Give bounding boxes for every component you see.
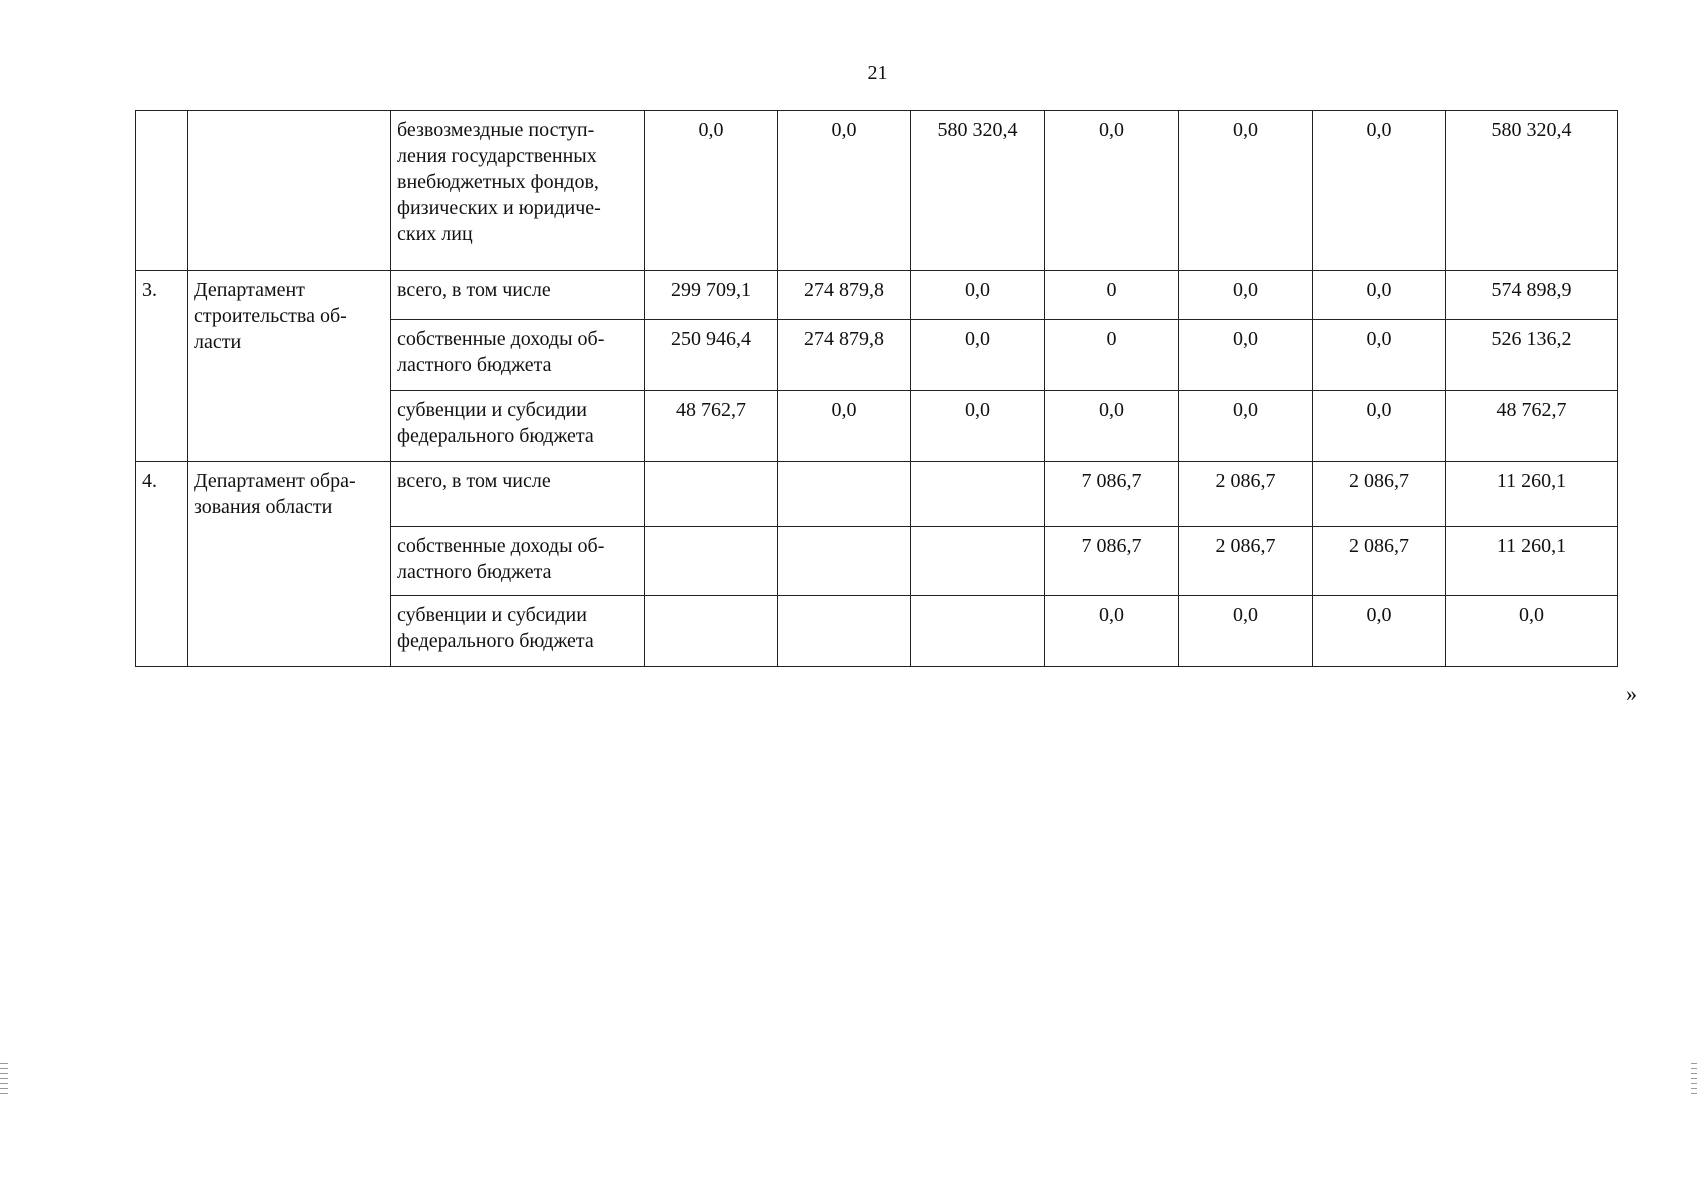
funding-source (391, 596, 645, 667)
funding-source (391, 527, 645, 596)
value-cell: 580 320,4 (911, 111, 1045, 271)
total-cell: 11 260,1 (1446, 527, 1618, 596)
value-cell (645, 596, 778, 667)
value-cell (911, 596, 1045, 667)
funding-source (391, 320, 645, 391)
total-cell: 526 136,2 (1446, 320, 1618, 391)
value-cell: 2 086,7 (1313, 462, 1446, 527)
value-cell (911, 462, 1045, 527)
value-cell: 0,0 (1313, 111, 1446, 271)
funding-source-label: субвенции и субсидии федерального бюджета (397, 604, 594, 652)
department-label: Департамент обра- зования области (194, 470, 356, 518)
funding-source (391, 111, 645, 271)
value-cell (778, 462, 911, 527)
scan-edge-marks-left (0, 1063, 8, 1095)
row-index: 3. (136, 271, 188, 462)
value-cell: 274 879,8 (778, 320, 911, 391)
value-cell: 0,0 (1179, 111, 1313, 271)
funding-source-label: собственные доходы об- ластного бюджета (397, 535, 605, 583)
value-cell: 2 086,7 (1179, 527, 1313, 596)
value-cell: 0,0 (911, 271, 1045, 320)
department-name (188, 271, 391, 462)
funding-source-label: собственные доходы об- ластного бюджета (397, 328, 605, 376)
value-cell: 0,0 (911, 320, 1045, 391)
value-cell (645, 527, 778, 596)
value-cell (645, 462, 778, 527)
department-label: Департамент строительства об- ласти (194, 279, 347, 353)
value-cell: 0,0 (778, 111, 911, 271)
funding-source-label: безвозмездные поступ- ления государственных внебюджетных фондов, физических и юридиче- ских лиц (397, 119, 601, 245)
value-cell: 0,0 (1045, 111, 1179, 271)
funding-source-label: субвенции и субсидии федерального бюджета (397, 399, 594, 447)
total-cell: 48 762,7 (1446, 391, 1618, 462)
value-cell (778, 596, 911, 667)
value-cell: 0,0 (1313, 320, 1446, 391)
value-cell: 2 086,7 (1179, 462, 1313, 527)
value-cell: 48 762,7 (645, 391, 778, 462)
funding-source: всего, в том числе (391, 462, 645, 527)
value-cell: 7 086,7 (1045, 462, 1179, 527)
table-row (136, 462, 1618, 527)
table-row (136, 271, 1618, 320)
budget-table (135, 110, 1618, 667)
value-cell: 0,0 (645, 111, 778, 271)
value-cell (778, 527, 911, 596)
total-cell: 0,0 (1446, 596, 1618, 667)
row-index (136, 111, 188, 271)
scan-edge-marks-right (1691, 1063, 1697, 1095)
row-index: 4. (136, 462, 188, 667)
value-cell: 250 946,4 (645, 320, 778, 391)
value-cell: 0,0 (1313, 596, 1446, 667)
value-cell: 0,0 (911, 391, 1045, 462)
value-cell: 0,0 (1313, 391, 1446, 462)
value-cell: 0,0 (1179, 596, 1313, 667)
value-cell: 7 086,7 (1045, 527, 1179, 596)
total-cell: 11 260,1 (1446, 462, 1618, 527)
value-cell (911, 527, 1045, 596)
value-cell: 0,0 (1179, 271, 1313, 320)
value-cell: 0,0 (1179, 320, 1313, 391)
page-number: 21 (867, 62, 888, 84)
total-cell: 574 898,9 (1446, 271, 1618, 320)
funding-source (391, 391, 645, 462)
value-cell: 0,0 (778, 391, 911, 462)
value-cell: 0,0 (1313, 271, 1446, 320)
value-cell: 0 (1045, 271, 1179, 320)
value-cell: 0,0 (1179, 391, 1313, 462)
value-cell: 2 086,7 (1313, 527, 1446, 596)
closing-quote: » (1626, 681, 1637, 706)
value-cell: 0 (1045, 320, 1179, 391)
total-cell: 580 320,4 (1446, 111, 1618, 271)
department-name (188, 111, 391, 271)
department-name (188, 462, 391, 667)
funding-source: всего, в том числе (391, 271, 645, 320)
value-cell: 0,0 (1045, 391, 1179, 462)
value-cell: 274 879,8 (778, 271, 911, 320)
value-cell: 299 709,1 (645, 271, 778, 320)
table-row (136, 111, 1618, 271)
value-cell: 0,0 (1045, 596, 1179, 667)
